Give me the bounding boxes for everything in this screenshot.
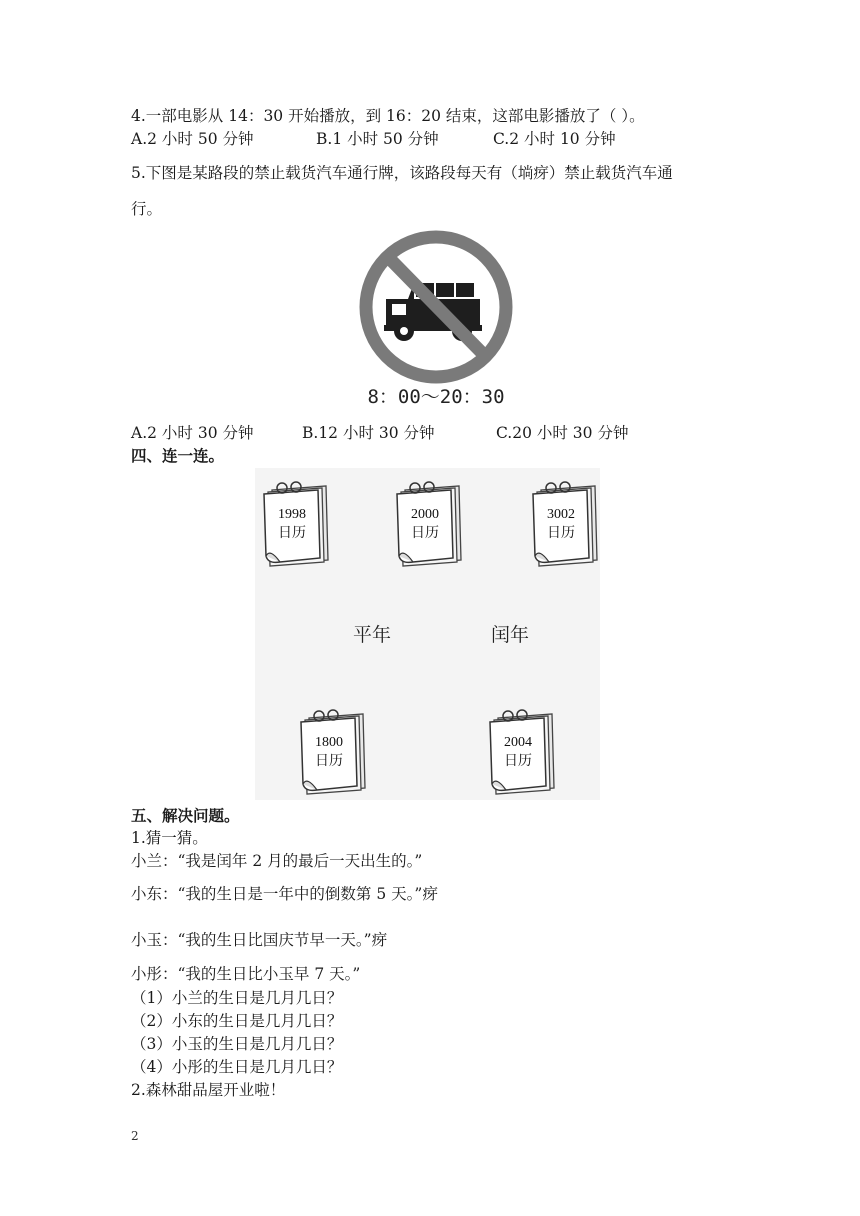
q4-option-a: A.2 小时 50 分钟 [131, 130, 254, 148]
svg-text:1998: 1998 [278, 507, 306, 522]
svg-text:日历: 日历 [278, 525, 306, 541]
statement-xiaotong: 小彤：“我的生日比小玉早 7 天。” [131, 965, 361, 983]
section4-title: 四、连一连。 [131, 446, 225, 465]
question-4: （4）小彤的生日是几月几日？ [131, 1058, 343, 1076]
svg-text:3002: 3002 [547, 507, 575, 522]
statement-xiaolan: 小兰：“我是闰年 2 月的最后一天出生的。” [131, 852, 423, 870]
q4-option-b: B.1 小时 50 分钟 [316, 130, 439, 148]
q4-stem: 4.一部电影从 14：30 开始播放，到 16：20 结束，这部电影播放了（ ）。 [131, 107, 645, 125]
q5-option-c: C.20 小时 30 分钟 [496, 424, 629, 442]
q5-option-b: B.12 小时 30 分钟 [302, 424, 435, 442]
q5-option-a: A.2 小时 30 分钟 [131, 424, 254, 442]
page-number: 2 [131, 1129, 139, 1143]
svg-text:2000: 2000 [411, 507, 439, 522]
calendar-1998[interactable] [262, 478, 332, 568]
no-truck-sign-icon [356, 227, 516, 411]
calendar-3002[interactable] [531, 478, 601, 568]
svg-text:日历: 日历 [504, 753, 532, 769]
question-1: （1）小兰的生日是几月几日？ [131, 989, 343, 1007]
question-3: （3）小玉的生日是几月几日？ [131, 1035, 343, 1053]
matching-panel [255, 468, 600, 800]
label-common-year[interactable]: 平年 [353, 624, 392, 646]
q4-option-c: C.2 小时 10 分钟 [493, 130, 616, 148]
svg-text:日历: 日历 [315, 753, 343, 769]
label-leap-year[interactable]: 闰年 [491, 624, 530, 646]
calendar-2004[interactable] [488, 706, 558, 796]
statement-xiaodong: 小东：“我的生日是一年中的倒数第 5 天。”疨 [131, 885, 438, 903]
calendar-2000[interactable] [395, 478, 465, 568]
svg-text:日历: 日历 [411, 525, 439, 541]
calendar-1800[interactable] [299, 706, 369, 796]
no-truck-sign [356, 227, 516, 411]
q5-stem-line1: 5.下图是某路段的禁止载货汽车通行牌，该路段每天有（埫疨）禁止载货汽车通 [131, 164, 673, 182]
svg-text:2004: 2004 [504, 735, 532, 750]
q1-title: 1.猜一猜。 [131, 829, 208, 847]
question-2: （2）小东的生日是几月几日？ [131, 1012, 343, 1030]
q5-stem-line2: 行。 [131, 200, 163, 218]
q2-title: 2.森林甜品屋开业啦！ [131, 1081, 286, 1099]
section5-title: 五、解决问题。 [131, 806, 240, 825]
svg-text:1800: 1800 [315, 735, 343, 750]
sign-time-label: 8：00～20：30 [367, 386, 505, 408]
svg-text:日历: 日历 [547, 525, 575, 541]
statement-xiaoyu: 小玉：“我的生日比国庆节早一天。”疨 [131, 931, 388, 949]
